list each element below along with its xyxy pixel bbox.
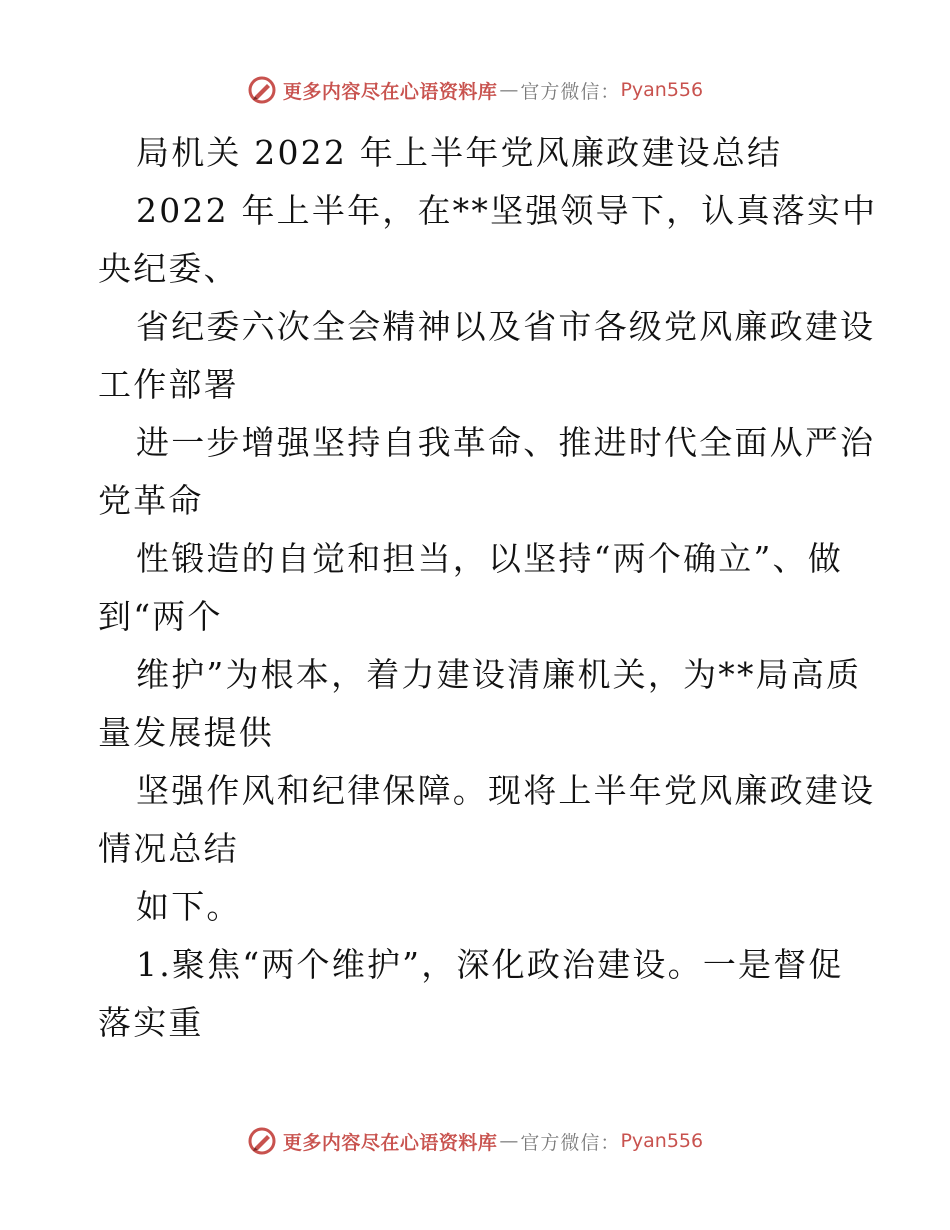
text-line: 到“两个	[98, 597, 223, 636]
text-line: 如下。	[136, 887, 242, 926]
text-line: 量发展提供	[98, 713, 274, 752]
text-line: 央纪委、	[98, 249, 239, 288]
watermark-label: 官方微信：	[520, 1131, 621, 1154]
watermark-footer	[0, 1121, 950, 1161]
text-line: 情况总结	[98, 829, 239, 868]
watermark-label: 官方微信：	[520, 80, 621, 103]
text-line: 2022 年上半年，在**坚强领导下，认真落实中	[136, 191, 878, 230]
pen-logo-icon	[247, 1126, 277, 1156]
watermark-main-text: 更多内容尽在心语资料库	[282, 1131, 498, 1154]
watermark-dash: —	[499, 79, 519, 101]
watermark-wechat-id: Pyan556	[620, 1130, 704, 1152]
watermark-dash: —	[499, 1130, 519, 1152]
document-title: 局机关 2022 年上半年党风廉政建设总结	[136, 133, 783, 172]
text-line: 进一步增强坚持自我革命、推进时代全面从严治	[136, 423, 876, 462]
document-body	[98, 124, 878, 1052]
text-line: 党革命	[98, 481, 204, 520]
text-line: 1.聚焦“两个维护”，深化政治建设。一是督促	[136, 945, 844, 984]
watermark-wechat-id: Pyan556	[620, 79, 704, 101]
watermark-header	[0, 70, 950, 110]
text-line: 工作部署	[98, 365, 239, 404]
text-line: 性锻造的自觉和担当，以坚持“两个确立”、做	[136, 539, 843, 578]
pen-logo-icon	[247, 75, 277, 105]
watermark-main-text: 更多内容尽在心语资料库	[282, 80, 498, 103]
text-line: 落实重	[98, 1003, 204, 1042]
text-line: 坚强作风和纪律保障。现将上半年党风廉政建设	[136, 771, 876, 810]
text-line: 维护”为根本，着力建设清廉机关，为**局高质	[136, 655, 862, 694]
text-line: 省纪委六次全会精神以及省市各级党风廉政建设	[136, 307, 876, 346]
